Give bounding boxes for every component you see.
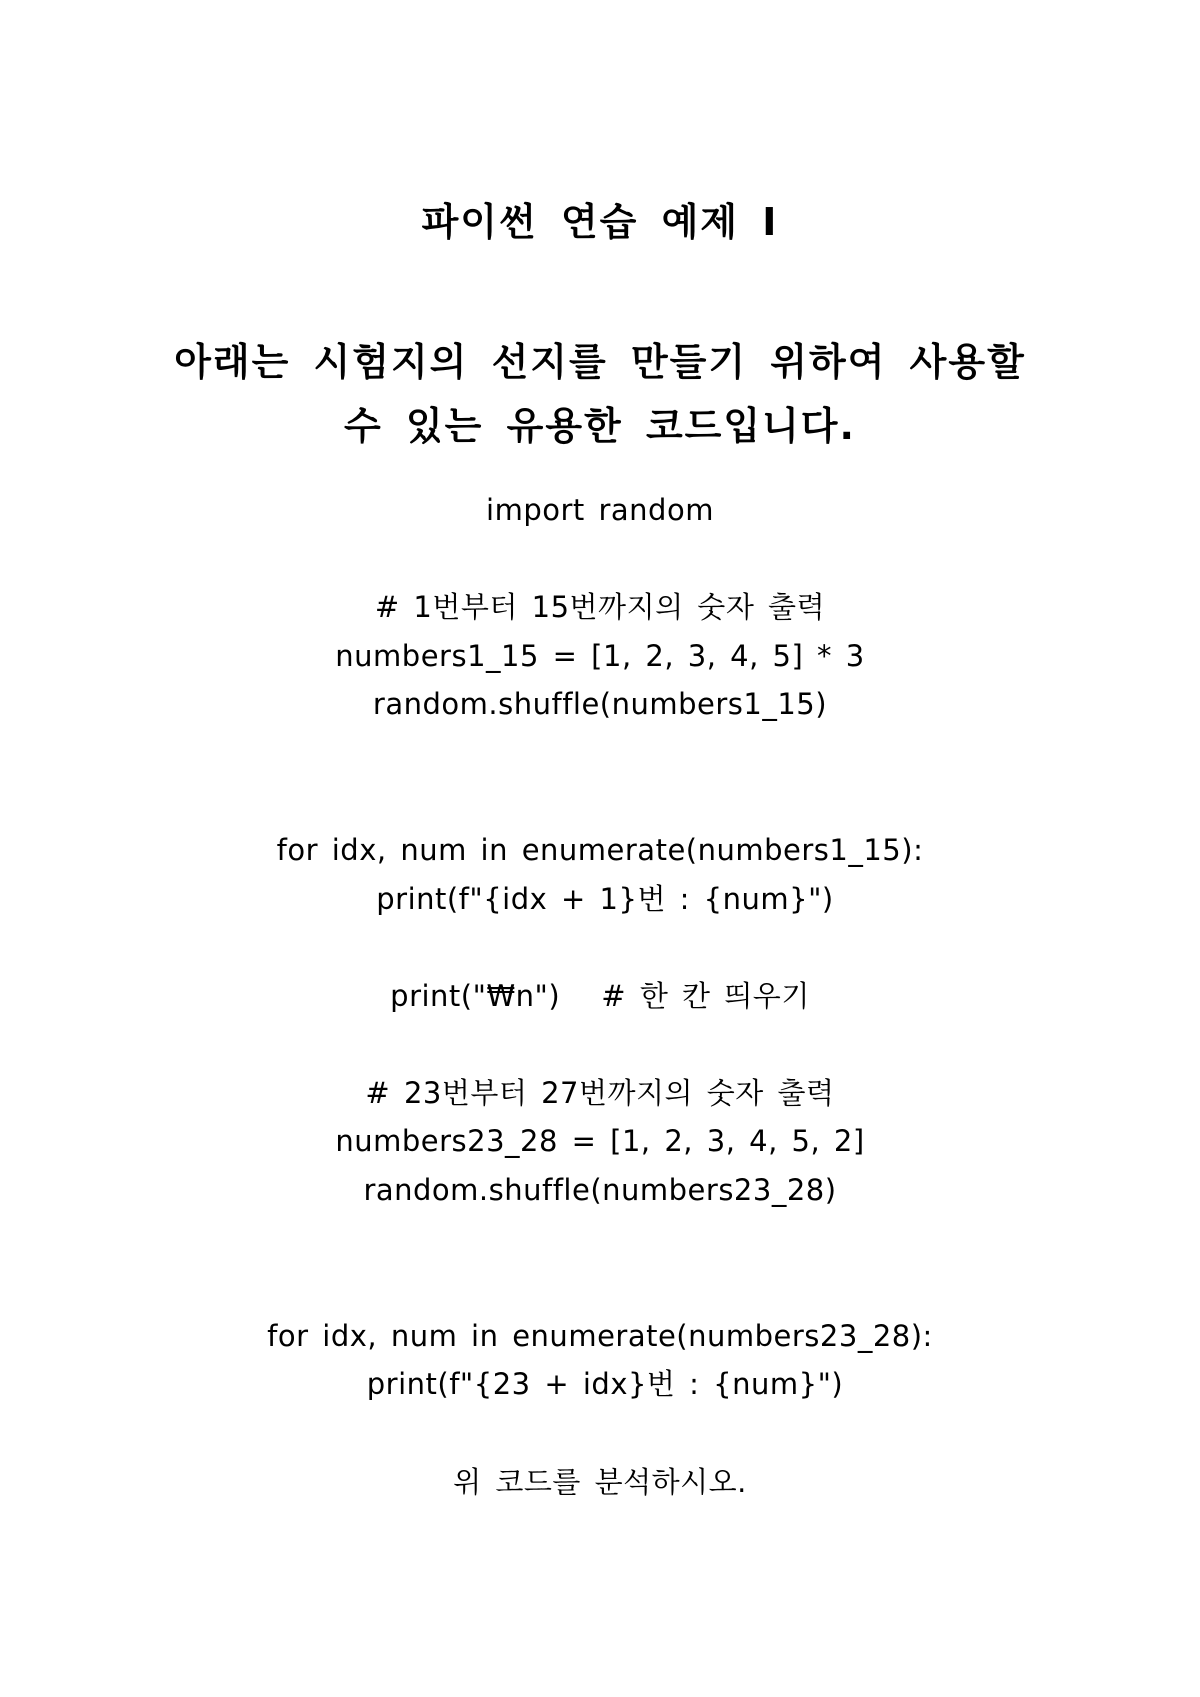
code-assignment-line: numbers1_15 = [1, 2, 3, 4, 5] * 3 (335, 639, 865, 673)
code-shuffle-line: random.shuffle(numbers23_28) (363, 1173, 837, 1207)
code-print-newline-line: print("₩n") # 한 칸 띄우기 (390, 979, 810, 1013)
instruction-text: 위 코드를 분석하시오. (453, 1465, 747, 1499)
code-assignment-line: numbers23_28 = [1, 2, 3, 4, 5, 2] (335, 1124, 865, 1158)
intro-line-1: 아래는 시험지의 선지를 만들기 위하여 사용할 (174, 340, 1026, 384)
code-import-line: import random (486, 493, 714, 527)
page-title: 파이썬 연습 예제 I (421, 200, 779, 244)
code-comment-line: # 1번부터 15번까지의 숫자 출력 (374, 590, 826, 624)
code-print-line: print(f"{idx + 1}번 : {num}") (376, 882, 834, 916)
code-shuffle-line: random.shuffle(numbers1_15) (372, 687, 828, 721)
intro-line-2: 수 있는 유용한 코드입니다. (344, 404, 856, 448)
intro-text (0, 330, 1200, 458)
code-comment-line: # 23번부터 27번까지의 숫자 출력 (365, 1076, 835, 1110)
code-print-line: print(f"{23 + idx}번 : {num}") (366, 1367, 844, 1401)
code-for-loop-line: for idx, num in enumerate(numbers23_28): (267, 1319, 933, 1353)
code-for-loop-line: for idx, num in enumerate(numbers1_15): (276, 833, 924, 867)
